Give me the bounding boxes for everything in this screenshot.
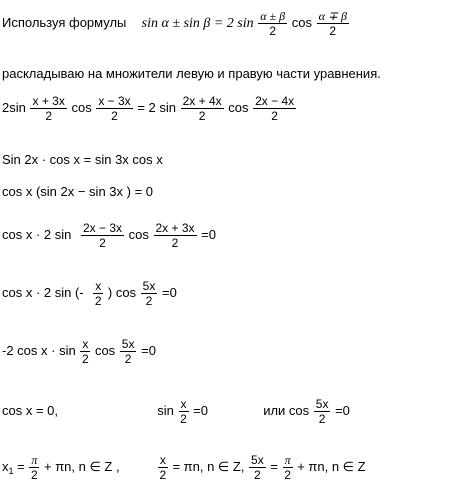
fraction: $\frac{\pi}{2}$ (31, 453, 38, 482)
equation-line-7: cos x = 0, sin $\frac{x}{2}$ =0 или cos $\frac{5x}{2}$ =0 (2, 397, 350, 426)
equation-line-6: -2 cos x · sin $\frac{x}{2}$ cos $\frac{5x}{2}$ =0 (2, 337, 156, 366)
fraction: $\frac{x}{2}$ (94, 279, 102, 308)
fraction: $\frac{x + 3x}{2}$ (32, 94, 65, 123)
intro-text: Используя формулы (2, 14, 127, 30)
sum-to-product-lhs: sin α ± sin β = 2 sin (141, 15, 254, 31)
equation-line-5: cos x · 2 sin (- $\frac{x}{2}$ ) cos $\frac{5x}{2}$ =0 (2, 279, 177, 308)
fraction: $\frac{5x}{2}$ (142, 279, 156, 308)
fraction: $\frac{\alpha \pm \beta}{2}$ (260, 9, 286, 38)
cos-text: cos (291, 14, 312, 30)
fraction: $\frac{5x}{2}$ (121, 337, 135, 366)
equation-line-3: cos x (sin 2x − sin 3x ) = 0 (2, 184, 154, 199)
equation-line-8: $x_1$ = $\frac{\pi}{2}$ + πn, n ∈ Z , $\frac{x}{2}$ = πn, n ∈ Z, $\frac{5x}{2}$ = $\frac{\pi}{2}$ + πn, n ∈ Z (2, 453, 366, 482)
fraction: $\frac{x}{2}$ (159, 453, 167, 482)
fraction: $\frac{2x + 4x}{2}$ (182, 94, 222, 123)
fraction: $\frac{2x - 3x}{2}$ (82, 221, 123, 250)
equation-line-2: Sin 2x · cos x = sin 3x cos x (2, 152, 163, 167)
fraction: $\frac{5x}{2}$ (251, 453, 264, 482)
formula-line (2, 10, 350, 37)
fraction: $\frac{x}{2}$ (180, 397, 187, 426)
equation-line-4: cos x · 2 sin $\frac{2x - 3x}{2}$ cos $\frac{2x + 3x}{2}$ =0 (2, 221, 216, 250)
explanation-text: раскладываю на множители левую и правую части уравнения. (2, 66, 381, 81)
fraction: $\frac{2x + 3x}{2}$ (155, 221, 195, 250)
fraction: $\frac{\alpha \mp \beta}{2}$ (318, 9, 347, 38)
fraction: $\frac{x}{2}$ (81, 337, 89, 366)
fraction: $\frac{x - 3x}{2}$ (98, 94, 131, 123)
fraction: $\frac{5x}{2}$ (315, 397, 329, 426)
equation-line-1: 2sin $\frac{x + 3x}{2}$ cos $\frac{x - 3x}{2}$ = 2 sin $\frac{2x + 4x}{2}$ cos $\frac{2x - 4x}{2}$ (2, 94, 295, 123)
fraction: $\frac{\pi}{2}$ (284, 453, 291, 482)
fraction: $\frac{2x - 4x}{2}$ (255, 94, 295, 123)
